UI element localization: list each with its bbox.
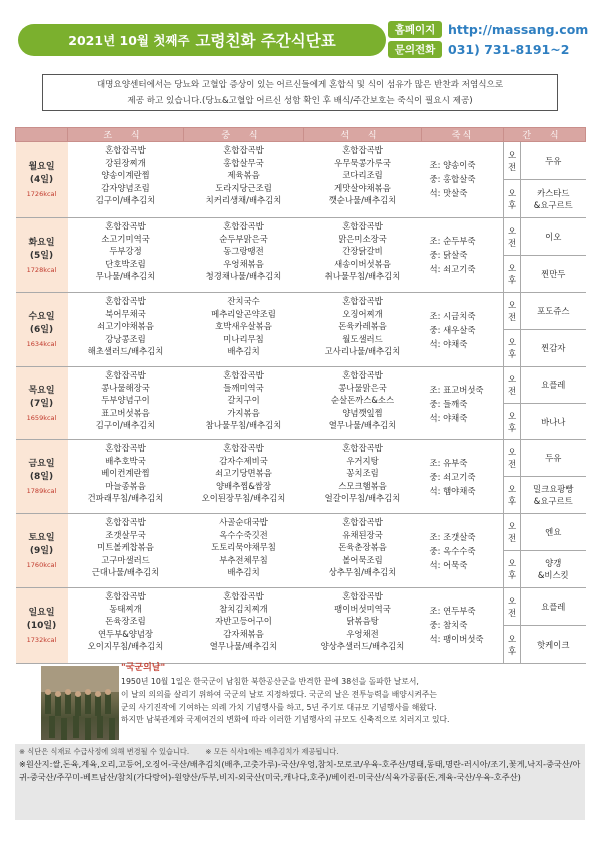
dish-item: 들깨미역국 [223, 382, 264, 393]
juk-item: 중: 쇠고기죽 [429, 472, 476, 482]
dish-item: 양송이계란찜 [101, 170, 150, 180]
dish-item: 혼합잡곡밥 [342, 296, 383, 306]
story-title: "국군의날" [121, 663, 166, 673]
dish-item: 코다리조림 [342, 170, 383, 180]
pm-label [504, 330, 521, 367]
dish-item: 양배추찜&쌈장 [215, 480, 272, 491]
dish-item: 간장닭갈비 [342, 246, 383, 256]
dish-item: 혼합잡곡밥 [105, 370, 146, 380]
dish-item: 사골순대국밥 [219, 517, 268, 527]
day-name: 일요일 [28, 608, 55, 618]
dish-item: 게맛살야채볶음 [334, 182, 391, 193]
dish-item: 우엉채볶음 [223, 258, 264, 269]
dish-item: 오징어찌개 [342, 308, 383, 319]
juk-item: 석: 어묵죽 [429, 560, 468, 570]
header-snack: 간 식 [504, 128, 586, 142]
pm-label [504, 551, 521, 588]
change-notice: ※ 식단은 식재료 수급사정에 의해 변경될 수 있습니다. [19, 747, 190, 756]
day-kcal: 1728kcal [26, 265, 57, 274]
dish-item: 혼합잡곡밥 [105, 145, 146, 155]
dish-item: 미트볼케찹볶음 [97, 542, 154, 552]
am-label [504, 142, 521, 180]
snack-item: 핫케이크 [537, 639, 570, 650]
am-label [504, 588, 521, 626]
dish-item: 혼합잡곡밥 [342, 145, 383, 155]
dish-item: 호박새우살볶음 [215, 321, 272, 331]
dinner-cell [304, 514, 422, 588]
day-cell [16, 367, 68, 440]
dish-item: 쇠고기야채볶음 [97, 321, 154, 331]
dish-item: 열무나물/배추김치 [209, 641, 278, 651]
dish-item: 오이된장무침/배추김치 [201, 493, 286, 503]
dish-item: 강낭콩조림 [105, 333, 146, 344]
juk-item: 중: 홍합살죽 [429, 174, 476, 184]
dish-item: 순두부맑은국 [219, 233, 268, 244]
notice-box [42, 74, 558, 111]
kimchi-notice: ※ 모든 식사1에는 배추김치가 제공됩니다. [205, 747, 339, 756]
homepage-link[interactable]: http://massang.com [448, 22, 589, 37]
dish-item: 혼합잡곡밥 [105, 221, 146, 231]
breakfast-cell [68, 293, 184, 367]
snack-item: 엔요 [545, 527, 562, 537]
dish-item: 건파래무침/배추김치 [87, 493, 164, 503]
table-row [16, 142, 586, 180]
dish-item: 가지볶음 [227, 407, 260, 418]
dish-item: 열무나물/배추김치 [328, 420, 397, 430]
dish-item: 동그랑땡전 [223, 246, 264, 256]
lunch-cell [184, 293, 304, 367]
juk-item: 중: 옥수수죽 [429, 546, 476, 556]
day-date: (9일) [29, 546, 54, 556]
dish-item: 오이지무침/배추김치 [87, 641, 164, 651]
breakfast-cell [68, 588, 184, 664]
dish-item: 참치김치찌개 [219, 603, 268, 614]
am-label [504, 218, 521, 256]
day-cell [16, 142, 68, 218]
day-date: (10일) [26, 621, 57, 631]
am-snack [521, 293, 586, 330]
dish-item: 새송이버섯볶음 [334, 258, 391, 269]
juk-cell [422, 293, 504, 367]
pm-label-text: 오후 [508, 263, 517, 285]
dish-item: 유채된장국 [342, 529, 383, 540]
contact-info [388, 20, 588, 60]
story-section [41, 660, 581, 742]
dish-item: 무나물/배추김치 [95, 271, 156, 281]
pm-label [504, 404, 521, 440]
dish-item: 꽁치조림 [346, 468, 379, 478]
homepage-row [388, 20, 588, 39]
dish-item: 우엉채전 [346, 628, 379, 639]
dish-item: 청경채나물/배추김치 [205, 271, 282, 281]
dish-item: 감자채볶음 [223, 628, 264, 639]
dish-item: 고구마샐러드 [101, 554, 150, 565]
lunch-cell [184, 440, 304, 514]
lunch-cell [184, 142, 304, 218]
table-row [16, 293, 586, 330]
juk-item: 석: 야채죽 [429, 413, 468, 423]
story-body [121, 676, 576, 727]
dish-item: 소고기미역국 [101, 233, 150, 244]
pm-snack [521, 477, 586, 514]
am-label-text: 오전 [508, 300, 517, 322]
snack-item: 두유 [545, 453, 562, 463]
day-name: 수요일 [28, 312, 55, 322]
day-date: (4일) [29, 175, 54, 185]
juk-item: 석: 팽이버섯죽 [429, 634, 484, 644]
dish-item: 표고버섯볶음 [101, 407, 150, 418]
story-line: 이 날의 의의를 살리기 위하여 국군의 날로 지정하였다. 국군의 날은 전투능력을 배양시켜주는 [121, 689, 437, 699]
weekly-menu-table [15, 127, 586, 664]
am-snack [521, 588, 586, 626]
dish-item: 김구이/배추김치 [95, 420, 156, 430]
juk-item: 조: 유부죽 [429, 458, 468, 468]
breakfast-cell [68, 142, 184, 218]
header [18, 20, 589, 58]
pm-label [504, 180, 521, 218]
dinner-cell [304, 142, 422, 218]
phone-number: 031) 731-8191~2 [448, 42, 570, 57]
pm-label-text: 오후 [508, 337, 517, 359]
dinner-cell [304, 367, 422, 440]
pm-snack [521, 626, 586, 664]
day-kcal: 1634kcal [26, 340, 57, 348]
day-cell [16, 440, 68, 514]
snack-item: 바나나 [541, 416, 566, 427]
header-empty [16, 128, 68, 142]
dish-item: 양상추샐러드/배추김치 [320, 641, 405, 651]
am-label-text: 오전 [508, 521, 517, 543]
dish-item: 도토리묵야채무침 [211, 542, 276, 552]
am-snack [521, 142, 586, 180]
juk-item: 중: 참치죽 [429, 620, 468, 630]
dish-item: 치커리생채/배추김치 [205, 195, 282, 205]
dish-item: 맑은미소장국 [338, 233, 387, 244]
dish-item: 도라지당근조림 [215, 182, 272, 193]
dish-item: 우무묵콩가루국 [334, 157, 391, 168]
soldiers-photo [41, 666, 119, 740]
snack-item: 찐만두 [541, 269, 566, 279]
day-name: 금요일 [28, 459, 55, 469]
dish-item: 돈육카레볶음 [338, 321, 387, 331]
footer-notes-row [19, 745, 581, 758]
dish-item: 양념깻잎찜 [342, 407, 383, 418]
dish-item: 배추김치 [227, 567, 260, 577]
dish-item: 볼어묵조림 [342, 554, 383, 565]
dish-item: 돈육춘장볶음 [338, 542, 387, 552]
dish-item: 김구이/배추김치 [95, 195, 156, 205]
footer-notes [15, 744, 585, 820]
dish-item: 배추호박국 [105, 455, 146, 466]
lunch-cell [184, 367, 304, 440]
day-kcal: 1760kcal [26, 561, 57, 569]
snack-item: &요구르트 [533, 199, 573, 210]
day-name: 월요일 [28, 162, 55, 172]
dish-item: 콩나물해장국 [101, 382, 150, 393]
dish-item: 북어무채국 [105, 308, 146, 319]
dish-item: 혼합잡곡밥 [342, 443, 383, 453]
header-juk: 죽식 [422, 128, 504, 142]
dish-item: 혼합잡곡밥 [342, 370, 383, 380]
pm-snack [521, 180, 586, 218]
dish-item: 고사리나물/배추김치 [324, 346, 401, 356]
lunch-cell [184, 588, 304, 664]
juk-item: 조: 표고버섯죽 [429, 385, 484, 395]
soldiers-illustration [41, 666, 119, 740]
juk-item: 중: 새우살죽 [429, 325, 476, 335]
dish-item: 배추김치 [227, 346, 260, 356]
notice-line: 대명요양센터에서는 당뇨와 고혈압 증상이 있는 어르신들에게 혼합식 및 식이 섬유가 많은 반찬과 저염식으로 [96, 80, 504, 90]
dish-item: 깻순나물/배추김치 [328, 195, 397, 205]
dish-item: 혼합잡곡밥 [342, 517, 383, 527]
breakfast-cell [68, 218, 184, 293]
am-label-text: 오전 [508, 149, 517, 172]
day-date: (6일) [29, 325, 54, 335]
juk-item: 석: 야채죽 [429, 339, 468, 349]
am-snack [521, 218, 586, 256]
juk-item: 조: 연두부죽 [429, 606, 476, 616]
day-name: 토요일 [28, 533, 55, 543]
dish-item: 콩나물맑은국 [338, 382, 387, 393]
origin-info: ※원산지:쌀,돈육,계육,오리,고등어,오징어-국산/배추김치(배추,고춧가루)-국산/우엉,참치-모로코/우육-호주산/명태,동태,명란-러시아/조기,꽃게,낙지-중국산/아귀-중국산/주꾸미-베트남산/참치(가다랑어)-원양산/두부,비지-외국산(미국,캐나다,호주)/베이컨-미국산/식육가공품(돈,계육-국산/우육-호주산) [19, 759, 581, 782]
dish-item: 감자양념조림 [101, 182, 150, 193]
dish-item: 부추전체무침 [219, 554, 268, 565]
table-row [16, 367, 586, 404]
dish-item: 자반고등어구이 [215, 616, 272, 626]
dish-item: 두부양념구이 [101, 395, 150, 405]
day-cell [16, 293, 68, 367]
dinner-cell [304, 218, 422, 293]
pm-label-text: 오후 [508, 187, 517, 210]
pm-label [504, 626, 521, 664]
pm-label-text: 오후 [508, 558, 517, 580]
snack-item: 포도쥬스 [537, 306, 570, 316]
phone-row [388, 40, 588, 59]
day-kcal: 1732kcal [26, 636, 57, 644]
day-name: 화요일 [28, 237, 55, 248]
dish-item: 혼합잡곡밥 [223, 145, 264, 155]
dish-item: 옥수수죽깃전 [219, 529, 268, 540]
dish-item: 단호박조림 [105, 258, 146, 269]
dish-item: 조갯살무국 [105, 529, 146, 540]
page-title: 고령친화 주간식단표 [195, 32, 336, 50]
dish-item: 해초샐러드/배추김치 [87, 346, 164, 356]
day-date: (7일) [29, 398, 54, 409]
day-date: (8일) [29, 472, 54, 482]
snack-item: 찐감자 [541, 343, 566, 353]
juk-item: 조: 조갯살죽 [429, 532, 476, 542]
pm-label-text: 오후 [508, 410, 517, 433]
snack-item: 두유 [545, 155, 562, 166]
dish-item: 팽이버섯미역국 [334, 603, 391, 614]
pm-label-text: 오후 [508, 633, 517, 656]
notice-line: 제공 하고 있습니다.(당뇨&고혈압 어르신 성함 확인 후 배식/주간보호는 죽식이 필요시 제공) [127, 96, 473, 106]
dish-item: 참나물무침/배추김치 [205, 420, 282, 430]
juk-item: 석: 맛살죽 [429, 188, 468, 198]
juk-item: 중: 닭살죽 [429, 250, 468, 260]
am-label-text: 오전 [508, 225, 517, 248]
pm-snack [521, 256, 586, 293]
dinner-cell [304, 588, 422, 664]
dish-item: 스모크햄볶음 [338, 480, 387, 491]
snack-item: &비스킷 [537, 570, 569, 580]
breakfast-cell [68, 514, 184, 588]
snack-item: 밀크요팡빵 [533, 484, 574, 494]
dish-item: 닭볶음탕 [346, 616, 379, 626]
table-row [16, 588, 586, 626]
dish-item: 제육볶음 [227, 170, 260, 180]
dish-item: 혼합잡곡밥 [105, 591, 146, 601]
snack-item: 양갱 [545, 558, 562, 568]
day-cell [16, 218, 68, 293]
table-row [16, 218, 586, 256]
dish-item: 혼합잡곡밥 [223, 443, 264, 453]
juk-cell [422, 142, 504, 218]
pm-label-text: 오후 [508, 484, 517, 506]
am-label [504, 440, 521, 477]
juk-cell [422, 514, 504, 588]
juk-item: 석: 햄야채죽 [429, 486, 476, 496]
breakfast-cell [68, 440, 184, 514]
dinner-cell [304, 293, 422, 367]
juk-item: 석: 쇠고기죽 [429, 264, 476, 274]
dish-item: 취나물무침/배추김치 [324, 271, 401, 281]
am-snack [521, 514, 586, 551]
day-cell [16, 588, 68, 664]
snack-item: 요플레 [541, 601, 566, 612]
juk-cell [422, 588, 504, 664]
story-line: 하지만 남북관계와 국제여건의 변화에 따라 이러한 기념행사의 규모도 신축적으로 치러지고 있다. [121, 715, 450, 725]
am-label [504, 367, 521, 404]
header-dinner: 석 식 [304, 128, 422, 142]
am-label-text: 오전 [508, 595, 517, 618]
pm-label [504, 256, 521, 293]
am-snack [521, 440, 586, 477]
phone-label: 문의전화 [388, 41, 442, 58]
dish-item: 두부강정 [109, 246, 142, 256]
dish-item: 혼합잡곡밥 [105, 443, 146, 453]
dish-item: 혼합잡곡밥 [223, 370, 264, 380]
dish-item: 감자수제비국 [219, 455, 268, 466]
table-header-row [16, 128, 586, 142]
dinner-cell [304, 440, 422, 514]
dish-item: 순살돈까스&소스 [330, 395, 395, 405]
juk-item: 조: 양송이죽 [429, 160, 476, 170]
dish-item: 혼합잡곡밥 [342, 221, 383, 231]
title-prefix: 2021년 10월 첫째주 [68, 33, 190, 48]
snack-item: &요구르트 [533, 496, 573, 506]
am-label-text: 오전 [508, 447, 517, 469]
am-snack [521, 367, 586, 404]
dish-item: 강된장찌개 [105, 157, 146, 168]
am-label [504, 293, 521, 330]
table-row [16, 440, 586, 477]
dish-item: 혼합잡곡밥 [342, 591, 383, 601]
dish-item: 근대나물/배추김치 [91, 567, 160, 577]
juk-item: 조: 시금치죽 [429, 311, 476, 321]
snack-item: 이오 [545, 231, 562, 242]
day-kcal: 1659kcal [26, 413, 57, 422]
day-kcal: 1789kcal [26, 487, 57, 495]
dish-item: 월도샐러드 [342, 333, 383, 344]
day-cell [16, 514, 68, 588]
dish-item: 메추리알곤약조림 [211, 308, 276, 319]
lunch-cell [184, 218, 304, 293]
dish-item: 잔치국수 [227, 296, 260, 306]
dish-item: 갈치구이 [227, 395, 260, 405]
am-label [504, 514, 521, 551]
juk-cell [422, 367, 504, 440]
snack-item: 카스타드 [537, 187, 570, 198]
juk-item: 중: 들깨죽 [429, 399, 468, 409]
dish-item: 홍합살무국 [223, 157, 264, 168]
dish-item: 혼합잡곡밥 [105, 296, 146, 306]
title-banner [18, 24, 386, 56]
pm-label [504, 477, 521, 514]
dish-item: 혼합잡곡밥 [223, 221, 264, 231]
dish-item: 혼합잡곡밥 [105, 517, 146, 527]
header-breakfast: 조 식 [68, 128, 184, 142]
dish-item: 미나리무침 [223, 333, 264, 344]
breakfast-cell [68, 367, 184, 440]
dish-item: 베이컨계란찜 [101, 468, 150, 478]
dish-item: 연두부&양념장 [97, 628, 154, 639]
snack-item: 요플레 [541, 380, 566, 390]
dish-item: 쇠고기당면볶음 [215, 468, 272, 478]
story-line: 1950년 10월 1일은 한국군이 남침한 북한공산군을 반격한 끝에 38선을 돌파한 날로서, [121, 677, 419, 686]
pm-snack [521, 404, 586, 440]
day-date: (5일) [29, 250, 54, 261]
homepage-label: 홈페이지 [388, 21, 442, 38]
day-name: 목요일 [28, 385, 55, 396]
dish-item: 우거지탕 [346, 455, 379, 466]
table-row [16, 514, 586, 551]
juk-cell [422, 218, 504, 293]
day-kcal: 1726kcal [26, 190, 57, 198]
dish-item: 혼합잡곡밥 [223, 591, 264, 601]
dish-item: 동태찌개 [109, 603, 142, 614]
dish-item: 얼갈이무침/배추김치 [324, 493, 401, 503]
am-label-text: 오전 [508, 374, 517, 396]
pm-snack [521, 330, 586, 367]
juk-item: 조: 순두부죽 [429, 236, 476, 246]
dish-item: 상추무침/배추김치 [328, 567, 397, 577]
juk-cell [422, 440, 504, 514]
story-line: 군의 사기진작에 기여하는 의례 가치 기념행사를 하고, 5년 주기로 대규모 기념행사를 해왔다. [121, 702, 437, 712]
pm-snack [521, 551, 586, 588]
dish-item: 마늘종볶음 [105, 480, 146, 491]
lunch-cell [184, 514, 304, 588]
dish-item: 돈육장조림 [105, 616, 146, 626]
header-lunch: 중 식 [184, 128, 304, 142]
